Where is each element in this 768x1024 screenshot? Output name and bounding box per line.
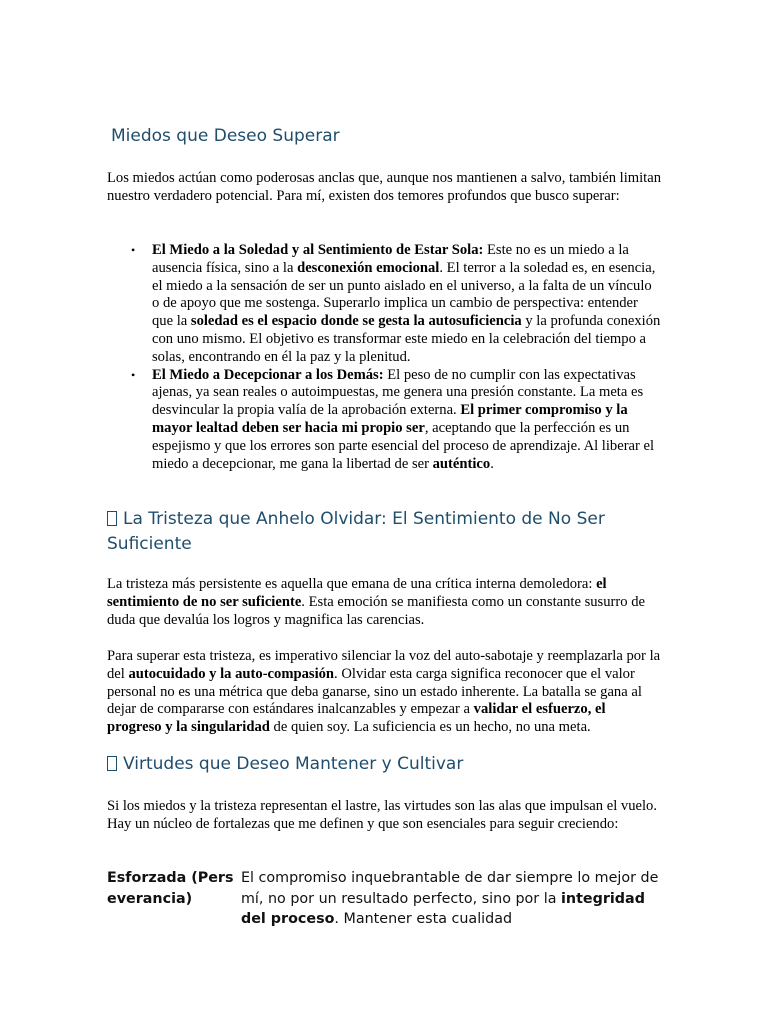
bullet-icon: • xyxy=(131,243,136,257)
missing-glyph-icon xyxy=(107,756,117,771)
heading-miedos: Miedos que Deseo Superar xyxy=(111,126,340,146)
bullet-icon: • xyxy=(131,367,136,382)
virtue-term: Esforzada (Perseverancia) xyxy=(107,870,234,907)
list-item: • El Miedo a Decepcionar a los Demás: El peso de no cumplir con las expectativas ajenas, ya sean reales o autoimpuestas, me genera una presión constante. La meta es desvincular la propia valía de la aprobación externa. El primer compromiso y la mayor lealtad deben ser hacia mi propio ser, aceptando que la perfección es un espejismo y que los errores son parte esencial del proceso de aprendizaje. Al liberar el miedo a decepcionar, me gana la libertad de ser auténtico. xyxy=(131,366,655,472)
missing-glyph-icon xyxy=(107,511,117,526)
intro-virtudes: Si los miedos y la tristeza representan el lastre, las virtudes son las alas que impulsan el vuelo. Hay un núcleo de fortalezas que me definen y que son esenciales para seguir creciendo: xyxy=(107,798,657,832)
heading-tristeza: La Tristeza que Anhelo Olvidar: El Sentimiento de No Ser Suficiente xyxy=(107,509,605,554)
fears-list xyxy=(107,242,662,473)
tristeza-paragraph-2: Para superar esta tristeza, es imperativo silenciar la voz del auto-sabotaje y reemplazarla por la del autocuidado y la auto-compasión. Olvidar esta carga significa reconocer que el valor personal no es una métrica que deba ganarse, sino un estado inherente. La batalla se gana al dejar de compararse con estándares inalcanzables y empezar a validar el esfuerzo, el progreso y la singularidad de quien soy. La suficiencia es un hecho, no una meta. xyxy=(107,648,661,736)
intro-miedos: Los miedos actúan como poderosas anclas que, aunque nos mantienen a salvo, también limitan nuestro verdadero potencial. Para mí, existen dos temores profundos que busco superar: xyxy=(107,170,662,204)
virtue-row xyxy=(107,868,667,930)
virtue-description: El compromiso inquebrantable de dar siempre lo mejor de mí, no por un resultado perfecto, sino por la integridad del proceso. Mantener esta cualidad xyxy=(241,870,659,927)
heading-virtudes: Virtudes que Deseo Mantener y Cultivar xyxy=(107,752,667,777)
tristeza-paragraph-1: La tristeza más persistente es aquella que emana de una crítica interna demoledora: el sentimiento de no ser suficiente. Esta emoción se manifiesta como un constante susurro de duda que devalúa los logros y magnifica las carencias. xyxy=(107,576,645,628)
list-item: • El Miedo a la Soledad y al Sentimiento de Estar Sola: Este no es un miedo a la ausencia física, sino a la desconexión emocional. El terror a la soledad es, en esencia, el miedo a la sensación de ser un punto aislado en el universo, a la falta de un vínculo o de apoyo que me sostenga. Superarlo implica un cambio de perspectiva: entender que la soledad es el espacio donde se gesta la autosuficiencia y la profunda conexión con uno mismo. El objetivo es transformar este miedo en la celebración del tiempo a solas, encontrando en él la paz y la plenitud. xyxy=(131,242,661,365)
